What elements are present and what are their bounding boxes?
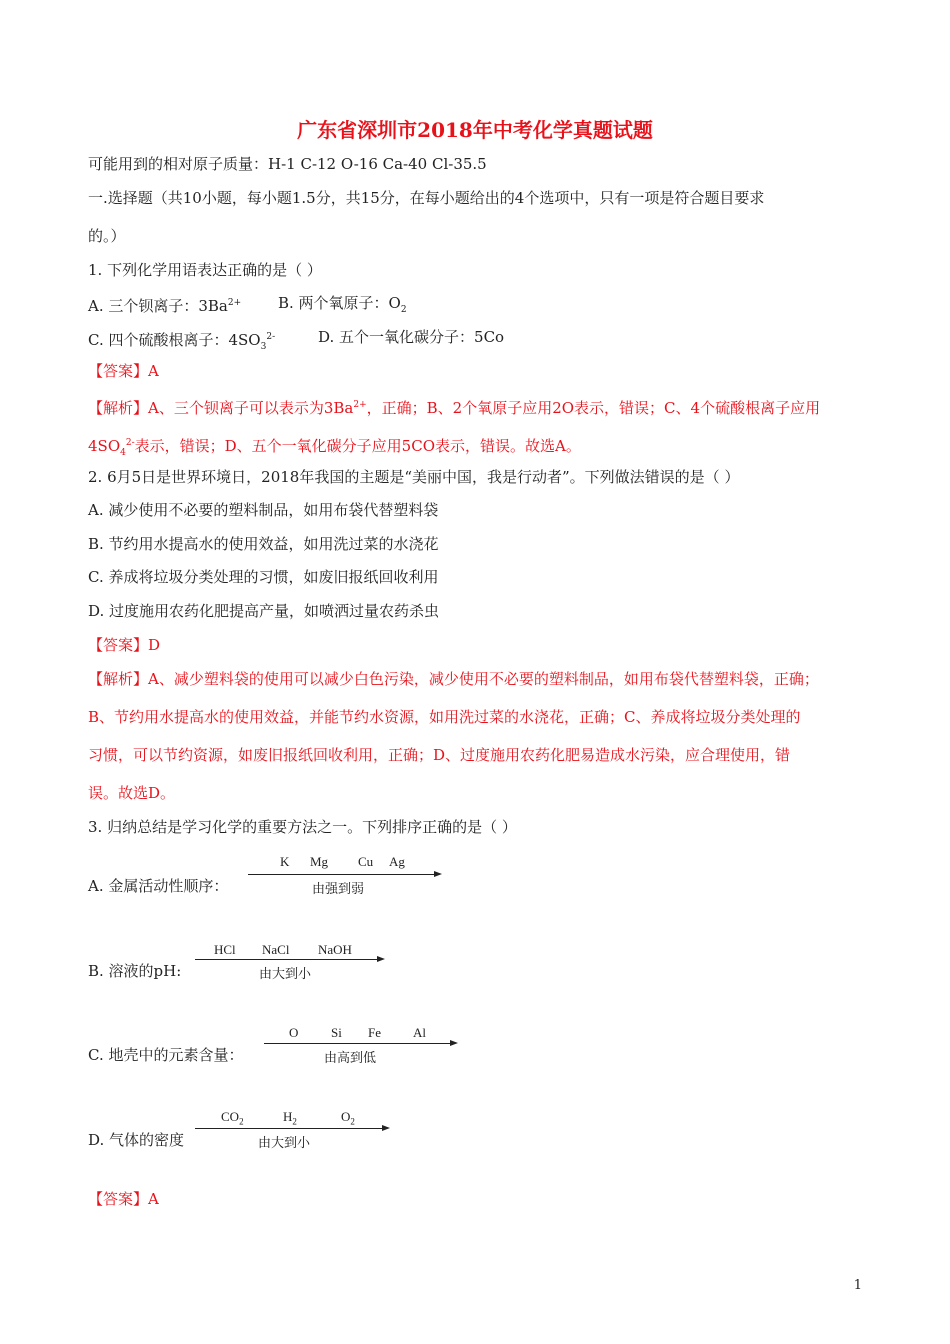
q2-option-c: C. 养成将垃圾分类处理的习惯，如废旧报纸回收利用 (88, 568, 439, 586)
q2-analysis-line2: B、节约用水提高水的使用效益，并能节约水资源，如用洗过菜的水浇花，正确；C、养成将垃圾分类处理的 (88, 708, 801, 726)
q2-option-a: A. 减少使用不必要的塑料制品，如用布袋代替塑料袋 (88, 501, 439, 519)
q3-option-c-label: C. 地壳中的元素含量： (88, 1046, 244, 1064)
q3-option-b-label: B. 溶液的pH: (88, 962, 182, 980)
q3-d-under: 由大到小 (258, 1136, 311, 1151)
page-title: 广东省深圳市2018年中考化学真题试题 (297, 118, 653, 142)
q3-option-b-arrow (195, 942, 395, 982)
q3-a-under: 由强到弱 (312, 882, 365, 897)
q3-c-item: Fe (368, 1025, 381, 1040)
q3-a-item: Ag (389, 854, 405, 869)
q3-a-item: Mg (310, 854, 329, 869)
q2-option-d: D. 过度施用农药化肥提高产量，如喷洒过量农药杀虫 (88, 602, 440, 620)
section-heading-line2: 的。） (88, 227, 126, 245)
q3-b-item: NaOH (318, 942, 352, 957)
q2-stem: 2. 6月5日是世界环境日，2018年我国的主题是“美丽中国，我是行动者”。下列做法错误的是（ ） (88, 468, 740, 486)
q3-d-item: $O_2$ (341, 1109, 355, 1127)
q1-option-d: D. 五个一氧化碳分子：5Co (318, 328, 505, 346)
q1-option-c: C. 四个硫酸根离子：$4SO_3^{2-}$ (88, 331, 276, 352)
q2-analysis-line3: 习惯，可以节约资源，如废旧报纸回收利用，正确；D、过度施用农药化肥易造成水污染，应合理使用，错 (88, 746, 791, 764)
q3-c-item: Al (413, 1025, 426, 1040)
q3-option-d-label: D. 气体的密度 (88, 1131, 185, 1149)
q1-option-b: B. 两个氧原子：$O_2$ (278, 294, 407, 315)
q3-d-item: $H_2$ (283, 1109, 297, 1127)
q3-stem: 3. 归纳总结是学习化学的重要方法之一。下列排序正确的是（ ） (88, 818, 517, 836)
q3-b-item: NaCl (262, 942, 290, 957)
q3-b-under: 由大到小 (259, 967, 312, 982)
q1-analysis-line1: 【解析】A、三个钡离子可以表示为$3Ba^{2+}$，正确；B、2个氧原子应用2O表示，错误；C、4个硫酸根离子应用 (88, 399, 821, 417)
q3-c-under: 由高到低 (324, 1051, 377, 1066)
q3-a-item: Cu (358, 854, 374, 869)
q2-analysis-line1: 【解析】A、减少塑料袋的使用可以减少白色污染，减少使用不必要的塑料制品，如用布袋代替塑料袋，正确； (88, 670, 819, 688)
page-number: 1 (853, 1278, 862, 1293)
q3-a-item: K (280, 854, 290, 869)
q3-answer: 【答案】A (88, 1190, 159, 1208)
q3-option-d-arrow (195, 1109, 395, 1149)
q3-option-a-arrow (248, 854, 448, 897)
q1-option-a: A. 三个钡离子：$3Ba^{2+}$ (88, 297, 242, 315)
atomic-masses: 可能用到的相对原子质量：H-1 C-12 O-16 Ca-40 Cl-35.5 (88, 155, 487, 173)
section-heading-line1: 一.选择题（共10小题，每小题1.5分，共15分，在每小题给出的4个选项中，只有一项是符合题目要求 (88, 189, 765, 207)
q3-c-item: O (289, 1025, 299, 1040)
q3-option-a-label: A. 金属活动性顺序： (88, 877, 229, 895)
q2-option-b: B. 节约用水提高水的使用效益，如用洗过菜的水浇花 (88, 535, 439, 553)
q2-analysis-line4: 误。故选D。 (88, 784, 176, 802)
q1-answer: 【答案】A (88, 362, 159, 380)
q1-stem: 1. 下列化学用语表达正确的是（ ） (88, 261, 322, 279)
q3-option-c-arrow (264, 1025, 464, 1065)
q3-b-item: HCl (214, 942, 236, 957)
q3-d-item: $CO_2$ (221, 1109, 244, 1127)
q1-analysis-line2: $4SO_4^{2-}$表示，错误；D、五个一氧化碳分子应用5CO表示，错误。故选A。 (88, 437, 581, 458)
q2-answer: 【答案】D (88, 636, 161, 654)
q3-c-item: Si (331, 1025, 342, 1040)
